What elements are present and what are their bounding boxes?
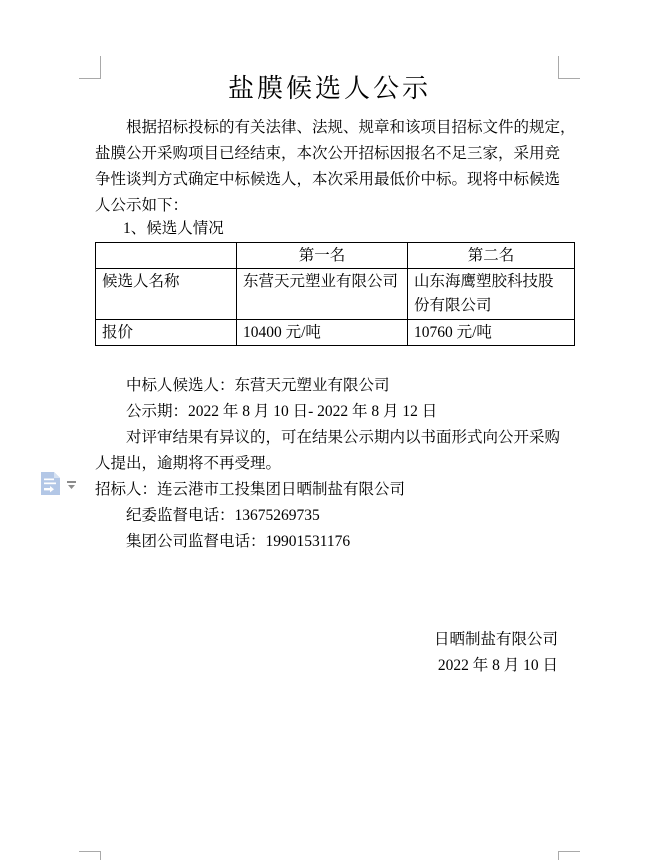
document-title: 盐膜候选人公示 [227,74,431,103]
opening-paragraph [95,115,576,219]
paste-options-button[interactable] [39,471,79,498]
detail-line-discipline-phone: 纪委监督电话：13675269735 [126,507,320,524]
section-heading: 1、候选人情况 [123,220,224,237]
price-second-cell: 10760 元/吨 [408,320,575,346]
price-label-cell: 报价 [96,320,237,346]
margin-crop-mark-bottom-right [558,851,580,860]
signature-date: 2022 年 8 月 10 日 [437,657,558,674]
paragraph-line: 争性谈判方式确定中标候选人，本次采用最低价中标。现将中标候选 [95,171,561,188]
table-header-row [96,243,575,269]
price-first-cell: 10400 元/吨 [237,320,408,346]
paragraph-line: 人公示如下： [95,197,189,214]
table-header-second-place: 第二名 [408,243,575,269]
paragraph-line: 盐膜公开采购项目已经结束，本次公开招标因报名不足三家，采用竞 [95,145,561,162]
detail-line-winner: 中标人候选人：东营天元塑业有限公司 [126,377,390,394]
detail-line-objection-1: 对评审结果有异议的，可在结果公示期内以书面形式向公开采购 [126,429,561,446]
table-row [96,269,575,320]
paragraph-line: 根据招标投标的有关法律、法规、规章和该项目招标文件的规定， [126,119,576,136]
detail-line-group-phone: 集团公司监督电话：19901531176 [126,533,351,550]
section-heading-wrap [95,216,570,242]
candidate-name-label-cell: 候选人名称 [96,269,237,320]
details-section [95,373,570,555]
detail-line-tenderee: 招标人：连云港市工投集团日晒制盐有限公司 [95,481,406,498]
detail-line-publicity-period: 公示期：2022 年 8 月 10 日- 2022 年 8 月 12 日 [126,403,438,420]
candidates-table [95,242,575,346]
table-header-first-place: 第一名 [237,243,408,269]
signature-block [95,627,558,679]
chevron-down-icon[interactable] [66,477,78,495]
paste-options-icon[interactable] [39,471,62,501]
candidate-name-second-cell: 山东海鹰塑胶科技股份有限公司 [408,269,575,320]
detail-line-objection-2: 人提出，逾期将不再受理。 [95,455,282,472]
table-row [96,320,575,346]
margin-crop-mark-bottom-left [79,851,101,860]
table-header-empty-cell [96,243,237,269]
signature-company: 日晒制盐有限公司 [433,631,558,648]
candidate-name-first-cell: 东营天元塑业有限公司 [237,269,408,320]
